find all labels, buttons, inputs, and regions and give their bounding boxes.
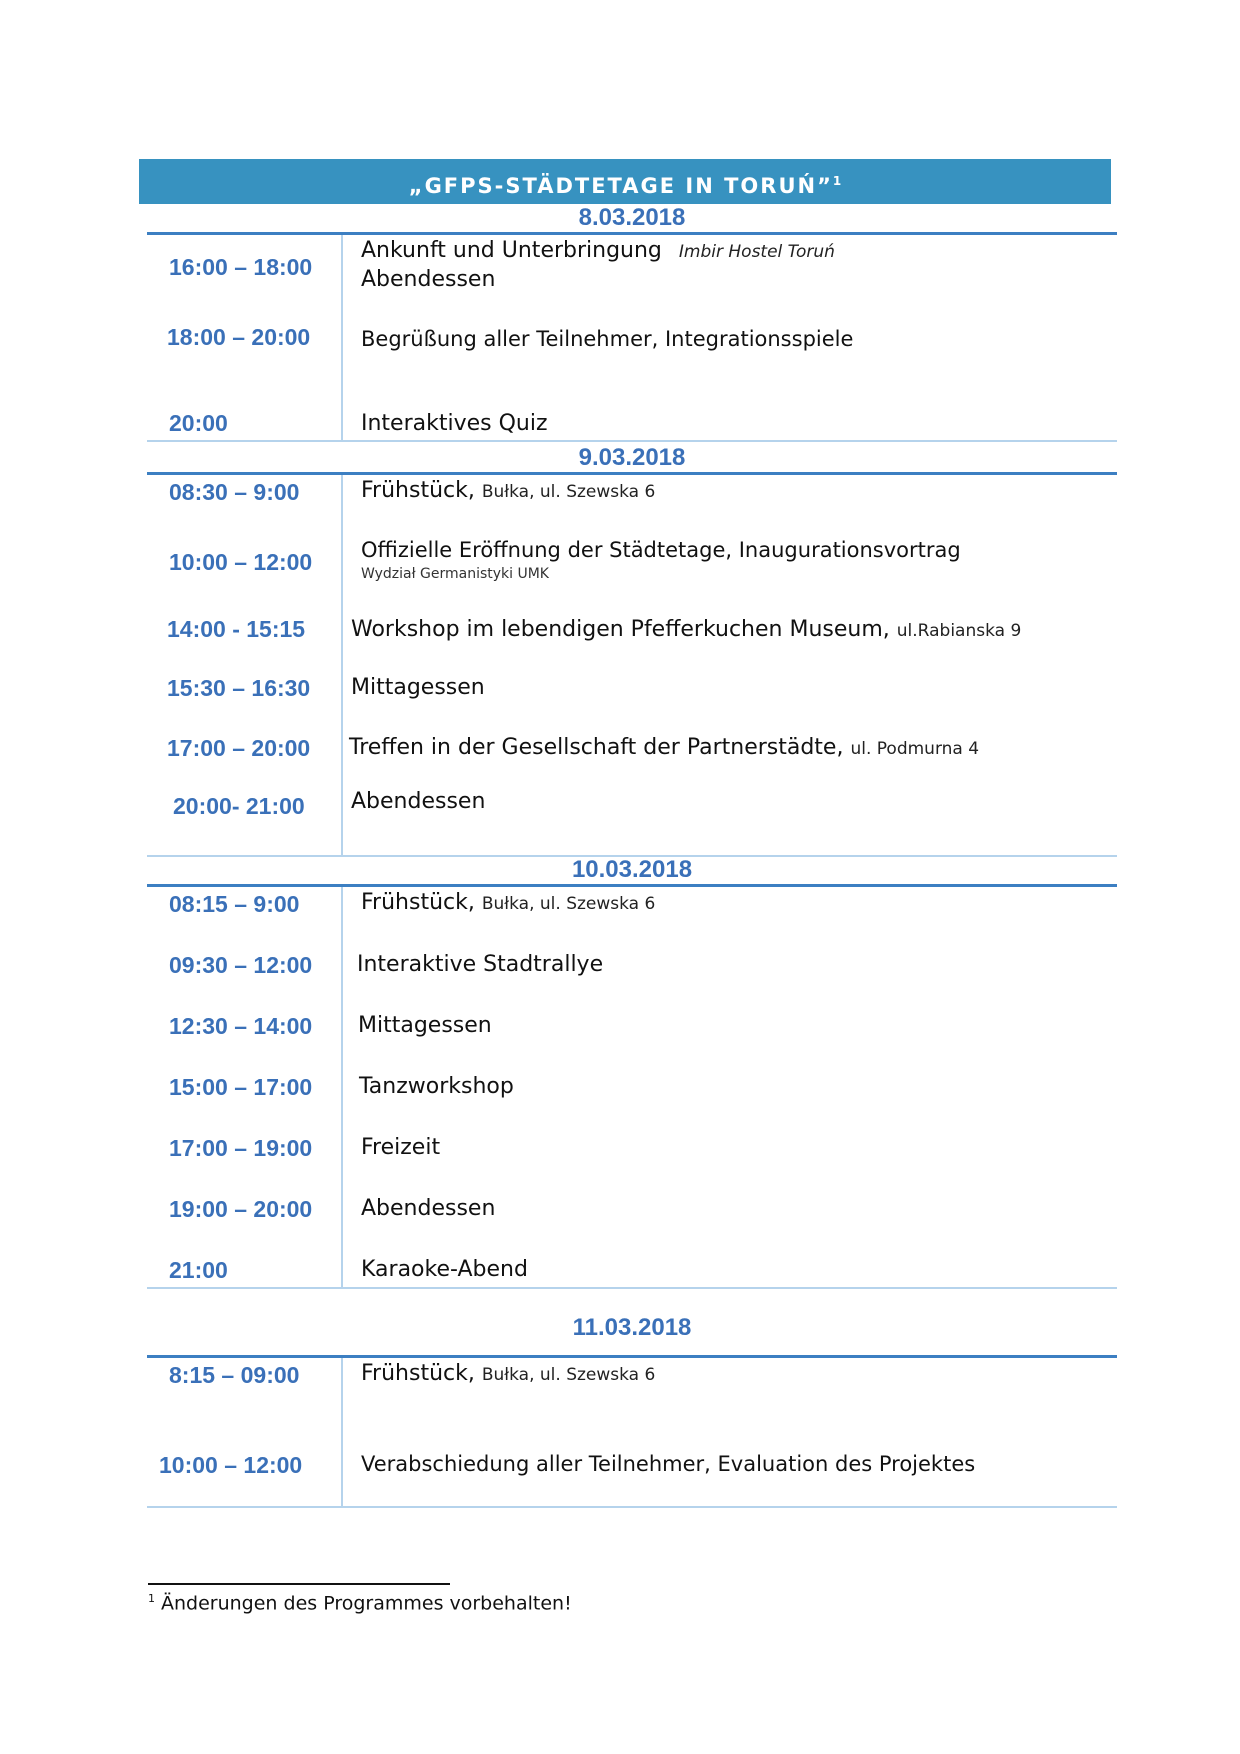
entry-activity: Tanzworkshop <box>359 1074 514 1099</box>
day-top-rule <box>147 472 1117 475</box>
entry-time: 14:00 - 15:15 <box>167 616 306 642</box>
entry-time: 12:30 – 14:00 <box>169 1013 313 1039</box>
entry-time: 10:00 – 12:00 <box>169 549 313 575</box>
entry-time: 8:15 – 09:00 <box>169 1362 300 1388</box>
entry-activity-secondary: Abendessen <box>361 267 496 292</box>
entry-time: 08:15 – 9:00 <box>169 891 300 917</box>
day-top-rule <box>147 1355 1117 1358</box>
entry-time: 09:30 – 12:00 <box>169 952 313 978</box>
day-date: 9.03.2018 <box>578 444 686 471</box>
day-bottom-rule <box>147 440 1117 442</box>
entry-activity: Abendessen <box>361 1196 496 1221</box>
day-bottom-rule <box>147 1506 1117 1508</box>
entry-activity: Karaoke-Abend <box>361 1257 528 1282</box>
footnote-text: Änderungen des Programmes vorbehalten! <box>161 1592 572 1615</box>
entry-time: 08:30 – 9:00 <box>169 479 300 505</box>
entry-activity: Verabschiedung aller Teilnehmer, Evaluation des Projektes <box>361 1452 976 1476</box>
column-divider <box>341 887 343 1288</box>
column-divider <box>341 475 343 856</box>
column-divider <box>341 1358 343 1507</box>
entry-activity <box>361 1361 655 1386</box>
entry-activity: Interaktives Quiz <box>361 411 548 436</box>
entry-activity: Freizeit <box>361 1135 441 1160</box>
entry-activity <box>351 617 1021 642</box>
activity-text: Workshop im lebendigen Pfefferkuchen Museum, <box>351 617 890 642</box>
entry-time: 21:00 <box>169 1257 228 1283</box>
activity-text: Treffen in der Gesellschaft der Partnerstädte, <box>349 735 844 760</box>
activity-text: Ankunft und Unterbringung <box>361 238 662 263</box>
entry-time: 20:00 <box>169 410 228 436</box>
schedule-title-bar <box>139 159 1111 204</box>
activity-text: Frühstück, <box>361 478 475 503</box>
activity-location: ul.Rabianska 9 <box>896 621 1022 641</box>
day-date: 8.03.2018 <box>578 204 686 231</box>
entry-time: 20:00- 21:00 <box>173 793 305 819</box>
entry-activity: Mittagessen <box>351 675 485 700</box>
entry-activity <box>349 735 979 760</box>
entry-activity: Mittagessen <box>358 1013 492 1038</box>
footnote <box>148 1592 572 1614</box>
activity-sublocation: Wydział Germanistyki UMK <box>361 566 549 582</box>
day-date: 10.03.2018 <box>571 856 693 883</box>
footnote-mark: 1 <box>148 1592 155 1605</box>
activity-location: Bułka, ul. Szewska 6 <box>481 1365 656 1385</box>
entry-activity: Abendessen <box>351 789 486 814</box>
activity-location: Bułka, ul. Szewska 6 <box>481 894 656 914</box>
entry-time: 15:30 – 16:30 <box>167 675 311 701</box>
activity-location: ul. Podmurna 4 <box>850 739 980 759</box>
title-footnote-mark: 1 <box>832 174 842 188</box>
footnote-separator <box>148 1583 450 1585</box>
activity-location: Imbir Hostel Toruń <box>678 242 835 262</box>
column-divider <box>341 235 343 441</box>
entry-activity <box>361 890 655 915</box>
entry-time: 16:00 – 18:00 <box>169 254 313 280</box>
entry-time: 18:00 – 20:00 <box>167 324 311 350</box>
schedule-title: „GFPS-STÄDTETAGE IN TORUŃ” <box>408 174 833 198</box>
entry-time: 10:00 – 12:00 <box>159 1452 303 1478</box>
entry-activity: Begrüßung aller Teilnehmer, Integrationsspiele <box>361 327 854 351</box>
day-top-rule <box>147 232 1117 235</box>
entry-time: 17:00 – 20:00 <box>167 735 311 761</box>
entry-time: 17:00 – 19:00 <box>169 1135 313 1161</box>
entry-activity <box>361 478 655 503</box>
activity-location: Bułka, ul. Szewska 6 <box>481 482 656 502</box>
day-bottom-rule <box>147 1287 1117 1289</box>
activity-text: Frühstück, <box>361 890 475 915</box>
activity-text: Frühstück, <box>361 1361 475 1386</box>
entry-time: 15:00 – 17:00 <box>169 1074 313 1100</box>
entry-time: 19:00 – 20:00 <box>169 1196 313 1222</box>
entry-activity: Offizielle Eröffnung der Städtetage, Inaugurationsvortrag <box>361 538 961 562</box>
entry-activity <box>361 238 835 263</box>
entry-activity: Interaktive Stadtrallye <box>357 952 604 977</box>
day-date: 11.03.2018 <box>572 1314 692 1341</box>
day-top-rule <box>147 884 1117 887</box>
